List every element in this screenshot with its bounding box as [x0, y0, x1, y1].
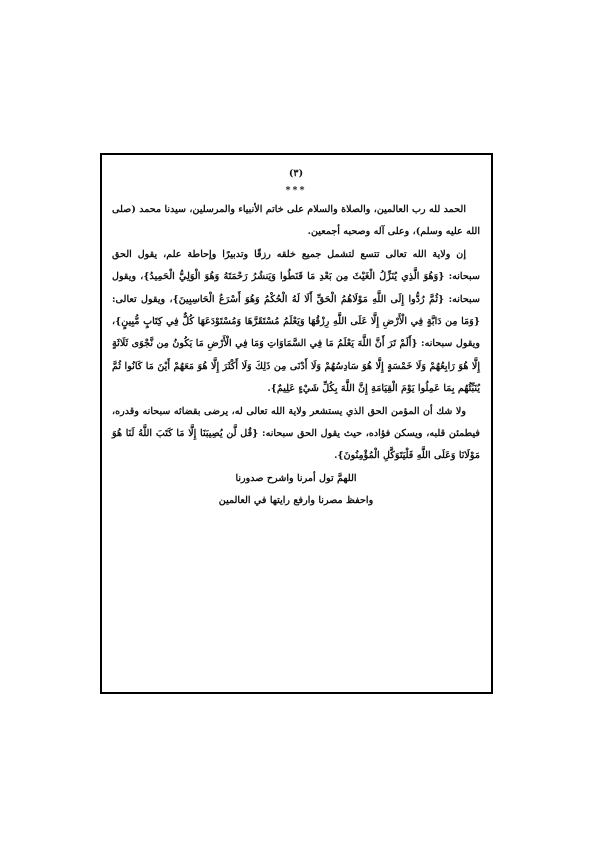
prayer-line: واحفظ مصرنا وارفع رايتها في العالمين [218, 495, 374, 507]
paragraph-believer-contentment: ولا شك أن المؤمن الحق الذي يستشعر ولاية الله تعالى له، يرضى بقضائه سبحانه وقدره، فيطمئن قلبه، ويسكن فؤاده، حيث يقول الحق سبحانه: {قُل لَّن يُصِيبَنَا إِلَّا مَا كَتَبَ اللَّهُ لَنَا هُوَ مَوْلَانَا وَعَلَى اللَّهِ فَلْيَتَوَكَّلِ الْمُؤْمِنُونَ}. [112, 405, 480, 462]
paragraph-opening: الحمد لله رب العالمين، والصلاة والسلام على خاتم الأنبياء والمرسلين، سيدنا محمد (صلى الله عليه وسلم)، وعلى آله وصحبه أجمعين. [112, 204, 480, 238]
page-number: (٣) [288, 168, 304, 179]
section-separator: *** [285, 185, 307, 196]
prayer-line: اللهمَّ تول أمرنا واشرح صدورنا [235, 472, 357, 484]
page-frame [100, 153, 493, 694]
paragraph-divine-guardianship: إن ولاية الله تعالى تتسع لتشمل جميع خلقه رزقًا وتدبيرًا وإحاطة علم، يقول الحق سبحانه: {وَهُوَ الَّذِي يُنَزِّلُ الْغَيْثَ مِن بَعْدِ مَا قَنَطُوا وَيَنشُرُ رَحْمَتَهُ وَهُوَ الْوَلِيُّ الْحَمِيدُ}، ويقول سبحانه: {ثُمَّ رُدُّوا إِلَى اللَّهِ مَوْلَاهُمُ الْحَقِّ أَلَا لَهُ الْحُكْمُ وَهُوَ أَسْرَعُ الْحَاسِبِينَ}، ويقول تعالى: {وَمَا مِن دَابَّةٍ فِي الْأَرْضِ إِلَّا عَلَى اللَّهِ رِزْقُهَا وَيَعْلَمُ مُسْتَقَرَّهَا وَمُسْتَوْدَعَهَا كُلٌّ فِي كِتَابٍ مُّبِينٍ}، ويقول سبحانه: {أَلَمْ تَرَ أَنَّ اللَّهَ يَعْلَمُ مَا فِي السَّمَاوَاتِ وَمَا فِي الْأَرْضِ مَا يَكُونُ مِن نَّجْوَى ثَلَاثَةٍ إِلَّا هُوَ رَابِعُهُمْ وَلَا خَمْسَةٍ إِلَّا هُوَ سَادِسُهُمْ وَلَا أَدْنَى مِن ذَلِكَ وَلَا أَكْثَرَ إِلَّا هُوَ مَعَهُمْ أَيْنَ مَا كَانُوا ثُمَّ يُنَبِّئُهُم بِمَا عَمِلُوا يَوْمَ الْقِيَامَةِ إِنَّ اللَّهَ بِكُلِّ شَيْءٍ عَلِيمٌ}. [112, 248, 480, 395]
page-content [112, 165, 480, 513]
